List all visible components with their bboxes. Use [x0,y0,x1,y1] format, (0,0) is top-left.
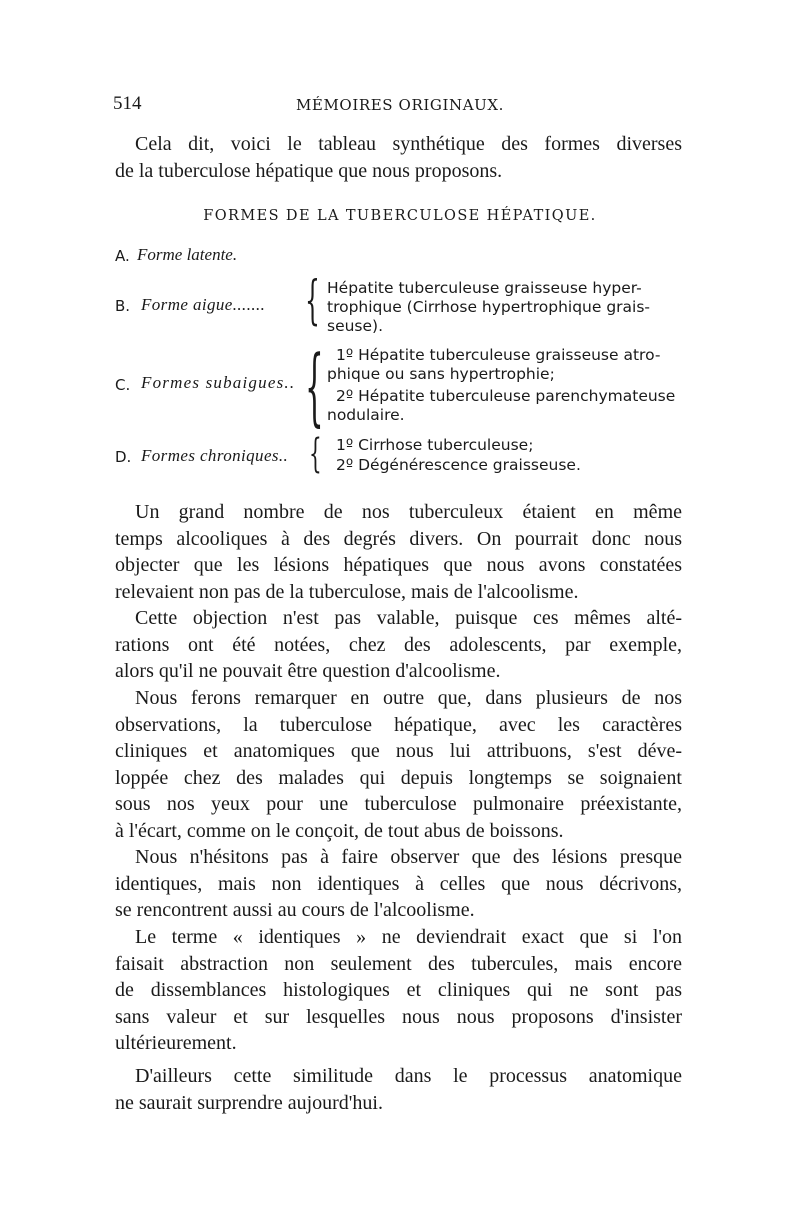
text-line: cliniques et anatomiques que nous lui attribuons, s'est déve- [115,740,682,762]
row-letter: C. [115,376,131,394]
page-number: 514 [113,93,142,114]
text-line: observations, la tuberculose hépatique, avec les caractères [115,713,682,736]
text-line: D'ailleurs cette similitude dans le processus anatomique [135,1065,682,1087]
text-line: loppée chez des malades qui depuis longtemps se soignaient [115,766,682,789]
text-line: relevaient non pas de la tuberculose, mais de l'alcoolisme. [115,580,579,603]
text-line: Nous ferons remarquer en outre que, dans plusieurs de nos [135,687,682,709]
body-paragraph [115,685,682,844]
row-letter: B. [115,297,131,315]
text-line: Cette objection n'est pas valable, puisque ces mêmes alté- [135,607,682,629]
row-label: Formes subaigues.. [141,373,296,392]
row-label: Forme aigue....... [141,295,266,314]
row-line: 2º Hépatite tuberculeuse parenchymateuse [336,387,676,405]
body-paragraph [115,1063,682,1116]
body-paragraph [115,605,682,685]
row-line: Hépatite tuberculeuse graisseuse hyper- [327,279,642,297]
row-letter: A. [115,247,130,265]
brace: { [305,337,324,435]
row-line: 1º Cirrhose tuberculeuse; [336,436,534,454]
brace: { [309,431,322,477]
text-line: temps alcooliques à des degrés divers. On pourrait donc nous [115,527,682,550]
text-line: sous nos yeux pour une tuberculose pulmonaire préexistante, [115,793,682,815]
text-line: objecter que les lésions hépatiques que nous avons constatées [115,554,682,576]
row-line: phique ou sans hypertrophie; [327,365,555,383]
text-line: sans valeur et sur lesquelles nous nous proposons d'insister [115,1005,682,1028]
intro-paragraph [115,131,682,184]
text-line: Le terme « identiques » ne deviendrait exact que si l'on [135,926,682,948]
body-paragraph [115,499,682,605]
text-line: ultérieurement. [115,1032,237,1054]
row-line: seuse). [327,317,384,335]
text-line: ne saurait surprendre aujourd'hui. [115,1091,383,1114]
row-line: nodulaire. [327,406,405,424]
text-line: faisait abstraction non seulement des tubercules, mais encore [115,952,682,975]
text-line: identiques, mais non identiques à celles que nous décrivons, [115,872,682,895]
text-line: à l'écart, comme on le conçoit, de tout abus de boissons. [115,819,564,842]
row-line: 1º Hépatite tuberculeuse graisseuse atro- [336,346,661,364]
row-label: Formes chroniques.. [141,446,289,465]
body-paragraph [115,844,682,924]
table-title: FORMES DE LA TUBERCULOSE HÉPATIQUE. [203,208,597,224]
row-label: Forme latente. [137,245,238,264]
text-line: alors qu'il ne pouvait être question d'alcoolisme. [115,660,501,682]
text-line: se rencontrent aussi au cours de l'alcoolisme. [115,899,475,921]
text-line: de la tuberculose hépatique que nous proposons. [115,159,503,182]
row-line: 2º Dégénérescence graisseuse. [336,456,581,474]
running-title: MÉMOIRES ORIGINAUX. [295,96,505,114]
brace: { [305,271,320,331]
text-line: de dissemblances histologiques et cliniques qui ne sont pas [115,979,682,1001]
row-letter: D. [115,448,132,466]
text-line: Un grand nombre de nos tuberculeux étaient en même [135,501,682,523]
text-line: rations ont été notées, chez des adolescents, par exemple, [115,633,682,656]
text-line: Cela dit, voici le tableau synthétique des formes diverses [135,133,682,155]
row-line: trophique (Cirrhose hypertrophique grais- [327,298,651,316]
body-paragraph [115,924,682,1057]
text-line: Nous n'hésitons pas à faire observer que des lésions presque [135,846,682,868]
